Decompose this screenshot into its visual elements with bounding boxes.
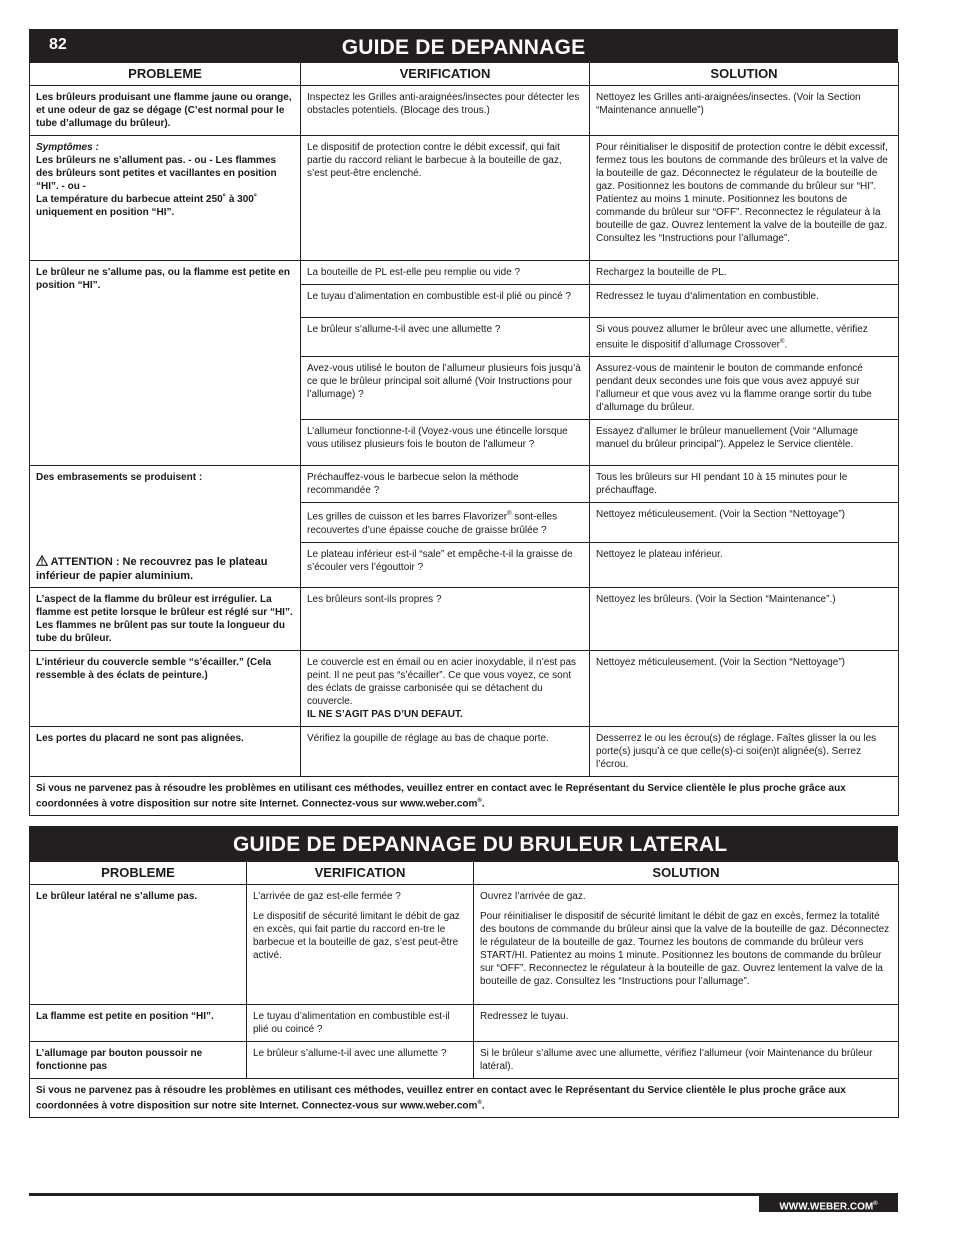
solution-cell: Assurez-vous de maintenir le bouton de commande enfoncé pendant deux secondes une fois que vous avez appuyé sur l’allumeur et que vous avez vu la flamme orange sortir du tube d’allumage du brûleur. bbox=[590, 357, 899, 420]
solution-text: Si vous pouvez allumer le brûleur avec une allumette, vérifiez ensuite le dispositif d’allumage Crossover bbox=[596, 324, 868, 351]
solution-cell: Essayez d'allumer le brûleur manuellement (Voir “Allumage manuel du brûleur principal”). Appelez le Service clientèle. bbox=[590, 420, 899, 466]
problem-cell: L’allumage par bouton poussoir ne fonctionne pas bbox=[30, 1042, 247, 1079]
page-number: 82 bbox=[49, 36, 67, 53]
verification-text: Le dispositif de sécurité limitant le débit de gaz en excès, qui fait partie du raccord en-tre le barbecue et la bouteille de gaz, s’est peut-être activé. bbox=[253, 911, 460, 961]
attention-text: ATTENTION : Ne recouvrez pas le plateau inférieur de papier aluminium. bbox=[36, 555, 268, 582]
verification-cell: Vérifiez la goupille de réglage au bas de chaque porte. bbox=[301, 726, 590, 776]
not-a-defect-note: IL NE S’AGIT PAS D’UN DEFAUT. bbox=[307, 708, 463, 720]
verification-text-end: sont-elles recouvertes d’une épaisse couche de graisse brûlée ? bbox=[307, 511, 558, 536]
spacer bbox=[480, 903, 892, 910]
side-burner-guide-section bbox=[29, 826, 898, 1118]
side-burner-table bbox=[29, 861, 899, 1118]
registered-mark: ® bbox=[779, 339, 785, 345]
table-row bbox=[30, 261, 899, 285]
contact-note bbox=[30, 776, 899, 815]
problem-text: Les brûleurs ne s’allument pas. - ou - Les flammes des brûleurs sont petites et vacillantes en position “HI”. - ou - bbox=[36, 155, 277, 192]
solution-cell: Nettoyez les brûleurs. (Voir la Section “Maintenance”.) bbox=[590, 587, 899, 650]
solution-text-end: . bbox=[784, 339, 788, 351]
website-badge bbox=[759, 1196, 898, 1212]
problem-cell: Les brûleurs produisant une flamme jaune ou orange, et une odeur de gaz se dégage (C’est normal pour le tube d’allumage du brûleur). bbox=[30, 86, 301, 136]
solution-cell bbox=[590, 318, 899, 357]
table-row bbox=[30, 466, 899, 503]
verification-cell: Préchauffez-vous le barbecue selon la méthode recommandée ? bbox=[301, 466, 590, 503]
table-footer-row bbox=[30, 1079, 899, 1118]
contact-note bbox=[30, 1079, 899, 1118]
solution-cell: Tous les brûleurs sur HI pendant 10 à 15 minutes pour le préchauffage. bbox=[590, 466, 899, 503]
verification-cell: Avez-vous utilisé le bouton de l’allumeur plusieurs fois jusqu’à ce que le brûleur principal soit allumé (Voir Instructions pour l’allumage) ? bbox=[301, 357, 590, 420]
verification-cell: Le tuyau d’alimentation en combustible est-il plié ou coincé ? bbox=[247, 1005, 474, 1042]
solution-cell bbox=[474, 885, 899, 1005]
solution-cell: Nettoyez méticuleusement. (Voir la Section “Nettoyage”) bbox=[590, 650, 899, 726]
verification-text: Le couvercle est en émail ou en acier inoxydable, il n’est pas peint. Il ne peut pas “s’écailler”. Ce que vous voyez, ce sont des éclats de graisse carbonisée qui se détachent du couvercle. bbox=[307, 656, 577, 707]
warning-triangle-icon bbox=[36, 555, 48, 566]
registered-mark: ® bbox=[477, 1100, 482, 1106]
contact-note-text: Si vous ne parvenez pas à résoudre les problèmes en utilisant ces méthodes, veuillez entrer en contact avec le Représentant du Service clientèle le plus proche grâce aux coordonnées à votre disposition sur notre site Internet. Connectez-vous sur www.weber.com bbox=[36, 782, 846, 809]
registered-mark: ® bbox=[507, 511, 512, 518]
guide-title: GUIDE DE DEPANNAGE DU BRULEUR LATERAL bbox=[233, 833, 728, 856]
verification-cell bbox=[301, 650, 590, 726]
problem-cell: La flamme est petite en position “HI”. bbox=[30, 1005, 247, 1042]
solution-cell: Desserrez le ou les écrou(s) de réglage. Faîtes glisser la ou les porte(s) jusqu’à ce que celle(s)-ci soi(en)t alignée(s). Serrez l’écrou. bbox=[590, 726, 899, 776]
verification-cell: Le brûleur s’allume-t-il avec une allumette ? bbox=[247, 1042, 474, 1079]
table-row bbox=[30, 650, 899, 726]
solution-cell: Si le brûleur s’allume avec une allumette, vérifiez l’allumeur (voir Maintenance du brûleur latéral). bbox=[474, 1042, 899, 1079]
verification-cell: Le plateau inférieur est-il “sale” et empêche-t-il la graisse de s’écouler vers l’égouttoir ? bbox=[301, 542, 590, 587]
verification-text: L’arrivée de gaz est-elle fermée ? bbox=[253, 891, 401, 902]
header-verification: VERIFICATION bbox=[247, 862, 474, 885]
solution-cell: Redressez le tuyau. bbox=[474, 1005, 899, 1042]
table-row bbox=[30, 726, 899, 776]
problem-cell: Le brûleur latéral ne s’allume pas. bbox=[30, 885, 247, 1005]
verification-cell: Inspectez les Grilles anti-araignées/insectes pour détecter les obstacles potentiels. (Blocage des trous.) bbox=[301, 86, 590, 136]
solution-cell: Pour réinitialiser le dispositif de protection contre le débit excessif, fermez tous les boutons de commande des brûleurs et la valve de la bouteille de gaz. Déconnectez le régulateur de la bouteille de gaz. Positionnez les boutons de commande du brûleur sur “HI”. Patientez au moins 1 minute. Positionnez les boutons de commande du brûleur sur “OFF”. Reconnectez le régulateur à la bouteille de gaz. Ouvrez lentement la valve de la bouteille de gaz. Consultez les “Instructions pour l’allumage”. bbox=[590, 136, 899, 261]
table-row bbox=[30, 1042, 899, 1079]
verification-cell: La bouteille de PL est-elle peu remplie ou vide ? bbox=[301, 261, 590, 285]
solution-text: Ouvrez l’arrivée de gaz. bbox=[480, 891, 586, 902]
table-row bbox=[30, 587, 899, 650]
problem-cell: L’intérieur du couvercle semble “s’écailler.” (Cela ressemble à des éclats de peinture.) bbox=[30, 650, 301, 726]
verification-cell: Le dispositif de protection contre le débit excessif, qui fait partie du raccord reliant le barbecue à la bouteille de gaz, s’est peut-être enclenché. bbox=[301, 136, 590, 261]
verification-cell: Le brûleur s’allume-t-il avec une allumette ? bbox=[301, 318, 590, 357]
verification-cell: Les brûleurs sont-ils propres ? bbox=[301, 587, 590, 650]
header-verification: VERIFICATION bbox=[301, 63, 590, 86]
table-header-row bbox=[30, 862, 899, 885]
solution-cell: Nettoyez les Grilles anti-araignées/insectes. (Voir la Section “Maintenance annuelle”) bbox=[590, 86, 899, 136]
problem-cell: L’aspect de la flamme du brûleur est irrégulier. La flamme est petite lorsque le brûleur est réglé sur “HI”. Les flammes ne brûlent pas sur toute la longueur du tube du brûleur. bbox=[30, 587, 301, 650]
problem-cell bbox=[30, 466, 301, 587]
verification-text: Les grilles de cuisson et les barres Flavorizer bbox=[307, 511, 508, 523]
header-probleme: PROBLEME bbox=[30, 862, 247, 885]
verification-cell bbox=[247, 885, 474, 1005]
header-solution: SOLUTION bbox=[590, 63, 899, 86]
solution-cell: Redressez le tuyau d’alimentation en combustible. bbox=[590, 285, 899, 318]
problem-text: La température du barbecue atteint 250˚ à 300˚ uniquement en position “HI”. bbox=[36, 194, 258, 218]
contact-note-end: . bbox=[481, 1100, 485, 1112]
problem-cell: Les portes du placard ne sont pas alignées. bbox=[30, 726, 301, 776]
problem-cell bbox=[30, 136, 301, 261]
header-probleme: PROBLEME bbox=[30, 63, 301, 86]
attention-note bbox=[36, 555, 294, 583]
solution-cell: Rechargez la bouteille de PL. bbox=[590, 261, 899, 285]
verification-cell bbox=[301, 503, 590, 542]
website-text: WWW.WEBER.COM bbox=[779, 1201, 874, 1213]
table-row bbox=[30, 885, 899, 1005]
table-footer-row bbox=[30, 776, 899, 815]
contact-note-text: Si vous ne parvenez pas à résoudre les problèmes en utilisant ces méthodes, veuillez entrer en contact avec le Représentant du Service clientèle le plus proche grâce aux coordonnées à votre disposition sur notre site Internet. Connectez-vous sur www.weber.com bbox=[36, 1085, 846, 1112]
solution-cell: Nettoyez le plateau inférieur. bbox=[590, 542, 899, 587]
registered-mark: ® bbox=[477, 797, 482, 804]
verification-cell: Le tuyau d’alimentation en combustible est-il plié ou pincé ? bbox=[301, 285, 590, 318]
contact-note-end: . bbox=[481, 797, 485, 809]
troubleshooting-guide-section bbox=[29, 29, 898, 816]
verification-cell: L’allumeur fonctionne-t-il (Voyez-vous une étincelle lorsque vous utilisez plusieurs fois le bouton de l’allumeur ? bbox=[301, 420, 590, 466]
table-row bbox=[30, 1005, 899, 1042]
problem-cell: Le brûleur ne s’allume pas, ou la flamme est petite en position “HI”. bbox=[30, 261, 301, 466]
guide-title: GUIDE DE DEPANNAGE bbox=[341, 36, 586, 59]
symptoms-label: Symptômes : bbox=[36, 142, 99, 153]
registered-mark: ® bbox=[873, 1201, 878, 1207]
table-row bbox=[30, 136, 899, 261]
solution-text: Pour réinitialiser le dispositif de sécurité limitant le débit de gaz en excès, fermez la totalité des boutons de commande du brûleur ainsi que la valve de la bouteille de gaz. Déconnectez le régulateur de la bouteille de gaz. Tournez les boutons de commande du brûleur vers START/HI. Patientez au moins 1 minute. Positionnez les boutons de commande du brûleur sur “OFF”. Reconnectez le régulateur à la bouteille de gaz. Ouvrez lentement la valve de la bouteille de gaz. Consultez les “Instructions pour l’allumage”. bbox=[480, 911, 890, 987]
troubleshooting-table bbox=[29, 62, 899, 816]
table-row bbox=[30, 86, 899, 136]
spacer bbox=[253, 903, 467, 910]
problem-text: Des embrasements se produisent : bbox=[36, 472, 203, 484]
solution-cell: Nettoyez méticuleusement. (Voir la Section “Nettoyage”) bbox=[590, 503, 899, 542]
guide-title-banner bbox=[29, 29, 898, 62]
guide-title-banner bbox=[29, 826, 898, 861]
header-solution: SOLUTION bbox=[474, 862, 899, 885]
